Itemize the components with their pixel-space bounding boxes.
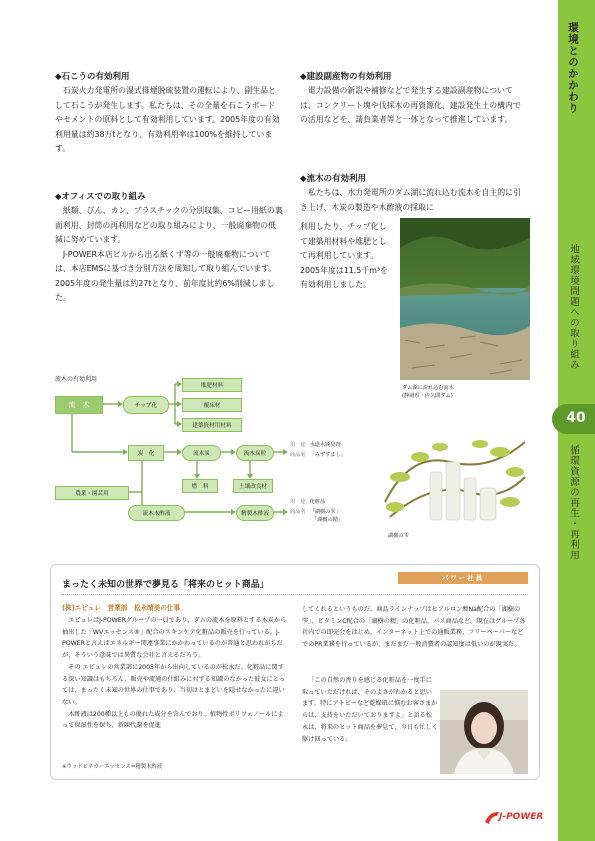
section-body-construction	[300, 84, 526, 128]
power-staff-badge: パワー社員	[441, 574, 485, 582]
flow-node-driftwood: 流 木	[55, 396, 103, 414]
product-photo-image	[380, 432, 530, 532]
page-number: 40	[566, 410, 586, 426]
flow-node-charcoal: 流木炭	[182, 445, 221, 461]
use-key: 用 途	[290, 499, 306, 505]
section-heading-driftwood: ◆流木の有効利用	[300, 174, 367, 184]
flow-use-cosmetic	[290, 498, 343, 523]
paragraph: エピュレはJ-POWERグループの一員であり、ダムの流木を原料とする木炭から抽出した「WVエッセンス®」配合のスキンケア化粧品の販売を行っている。J-POWERと言えばエネルギー関連事業にかかわっているのが普通と思われがちだが、そういう意味では異質な会社と言えるだろう。	[62, 617, 287, 660]
flow-node-refined: 精製木酢液	[236, 505, 274, 521]
dam-photo-caption: ダム湖に流れ込む流木 (静岡県・佐久間ダム)	[402, 385, 454, 399]
section-body-gypsum	[55, 84, 283, 157]
paragraph: 私たちは、水力発電所のダム湖に流れ込む流木を自主的に引き上げ、木炭の製造や木酢液の採取に	[300, 188, 521, 212]
section-heading-construction: ◆建設副産物の有効利用	[300, 72, 392, 82]
use-value: 水道水脱臭剤	[309, 442, 341, 448]
flow-node-compost: 堆肥材料	[182, 378, 242, 392]
use-key: 用 途	[290, 442, 306, 448]
section-body-driftwood-narrow	[300, 220, 392, 293]
sidebar-mid-label: 地域環境問題への取り組み	[568, 244, 579, 370]
flow-node-vinegar: 流木木酢液	[128, 505, 185, 521]
jpower-logo	[483, 810, 545, 826]
power-staff-person: (株)エピュレ 営業部 松永晴美の仕事	[62, 604, 181, 612]
paragraph: 紙類、びん、カン、プラスチックの分別収集、コピー用紙の裏面利用、封筒の再利用などの取り組みにより、一般廃棄物の低減に努めています。	[55, 206, 283, 244]
jpower-logo-text: J-POWER	[499, 812, 544, 822]
paragraph: その エピュレの営業部に2005年から出向しているのが松永だ。化粧品に関する深い知識はもちろん、販売や流通の仕組みに対する知識のなかった彼女にとっては、まったく未知の世界の仕事であり、当初はとまどいを隠せなかったに違いない。	[62, 663, 285, 706]
flow-node-building: 建築資材用材料	[182, 418, 242, 432]
flow-use-deodorant	[290, 441, 346, 458]
product-photo	[380, 432, 530, 532]
flow-diagram	[55, 374, 355, 534]
staff-photo	[440, 690, 528, 774]
flow-node-mulch: 覆床材	[182, 398, 242, 412]
sidebar-bottom-label: 循環資源の再生・再利用	[568, 445, 579, 561]
power-staff-col1	[62, 615, 288, 732]
flow-node-carbonize: 炭 化	[128, 445, 164, 461]
name-value: 「湖樹の精」	[312, 517, 344, 523]
staff-photo-image	[440, 690, 528, 774]
section-body-driftwood	[300, 186, 526, 215]
dam-photo-image	[400, 218, 530, 380]
sidebar-top-label: 環境とのかかわり	[567, 22, 579, 114]
flow-node-agri: 農業・園芸用	[55, 486, 129, 500]
name-key: 商品名	[290, 509, 306, 515]
section-heading-gypsum: ◆石こうの有効利用	[55, 72, 130, 82]
power-staff-col2: してくれるというものだ。商品ラインナップはヒアルロン酸Na配合の「湖樹の雫」、ビタミンC配合の「湖樹の精」の化粧品、パス商品など。現在はグループ各社内での即売会をはじめ、インターネット上での通販業務、フリーペーパーなどでのPR業務を行っているが、まだまだ一般消費者の認知度は低いのが現実だ。	[302, 606, 526, 649]
power-staff-col2-narrow: 「この自然の香りを感じる化粧品を一度手に取っていただければ、そのよさがわかると思います。特にアトピーなど乾燥肌に悩むお客さまからは、支持をいただいておりますよ」と語る松永は、将来のヒット商品を夢見て、今日も忙しく駆け回っている。	[302, 677, 438, 743]
dam-photo	[400, 218, 530, 380]
paragraph: 石炭火力発電所の湿式排煙脱硫装置の運転により、副生品として石こうが発生します。私たちは、その全量を石こうボードやセメントの原料として有効利用しています。2005年度の有効利用量は約38万tとなり、有効利用率は100%を維持しています。	[55, 86, 280, 153]
name-value: 「みずすまし」	[309, 452, 346, 458]
flow-node-charcoal-grain: 流木炭粒	[236, 445, 274, 461]
paragraph: 電力設備の新設や補修などで発生する建設副産物については、コンクリート塊や伐採木の再資源化、建設発生土の構内での活用などを、請負業者等と一体となって推進しています。	[300, 86, 521, 124]
flow-node-soil: 土壌改良材	[233, 479, 273, 493]
product-photo-caption: 湖樹の雫	[388, 533, 409, 539]
paragraph: 木酢液は200種以上もの優れた成分を含んでおり、植物性ポリフェノールによって保湿性を保ち、新陳代謝を促進	[62, 710, 284, 730]
flow-node-chip: チップ化	[123, 396, 169, 414]
power-staff-divider	[62, 594, 528, 595]
section-heading-office: ◆オフィスでの取り組み	[55, 192, 146, 202]
flow-node-fuel: 燃 料	[182, 479, 218, 493]
power-staff-footnote: ※ウッドビネガーエッセンス=精製木酢液	[62, 764, 163, 770]
use-value: 化粧品	[309, 499, 326, 505]
section-body-office	[55, 204, 283, 306]
flow-title: 流木の有効利用	[55, 376, 98, 383]
paragraph: J-POWER本店ビルから出る紙くず等の一般廃棄物については、本店EMSに基づき分別方法を周知して取り組んでいます。2005年度の発生量は約27tとなり、前年度比約6%削減しました。	[55, 249, 277, 302]
name-value: 「湖樹の雫」	[309, 509, 341, 515]
name-key: 商品名	[290, 452, 306, 458]
power-staff-title: まったく未知の世界で夢見る「将来のヒット商品」	[62, 580, 269, 590]
paragraph: 利用したり、チップ化して建築用材料や堆肥として再利用しています。2005年度は11.5千m³を有効利用しました。	[300, 222, 388, 289]
